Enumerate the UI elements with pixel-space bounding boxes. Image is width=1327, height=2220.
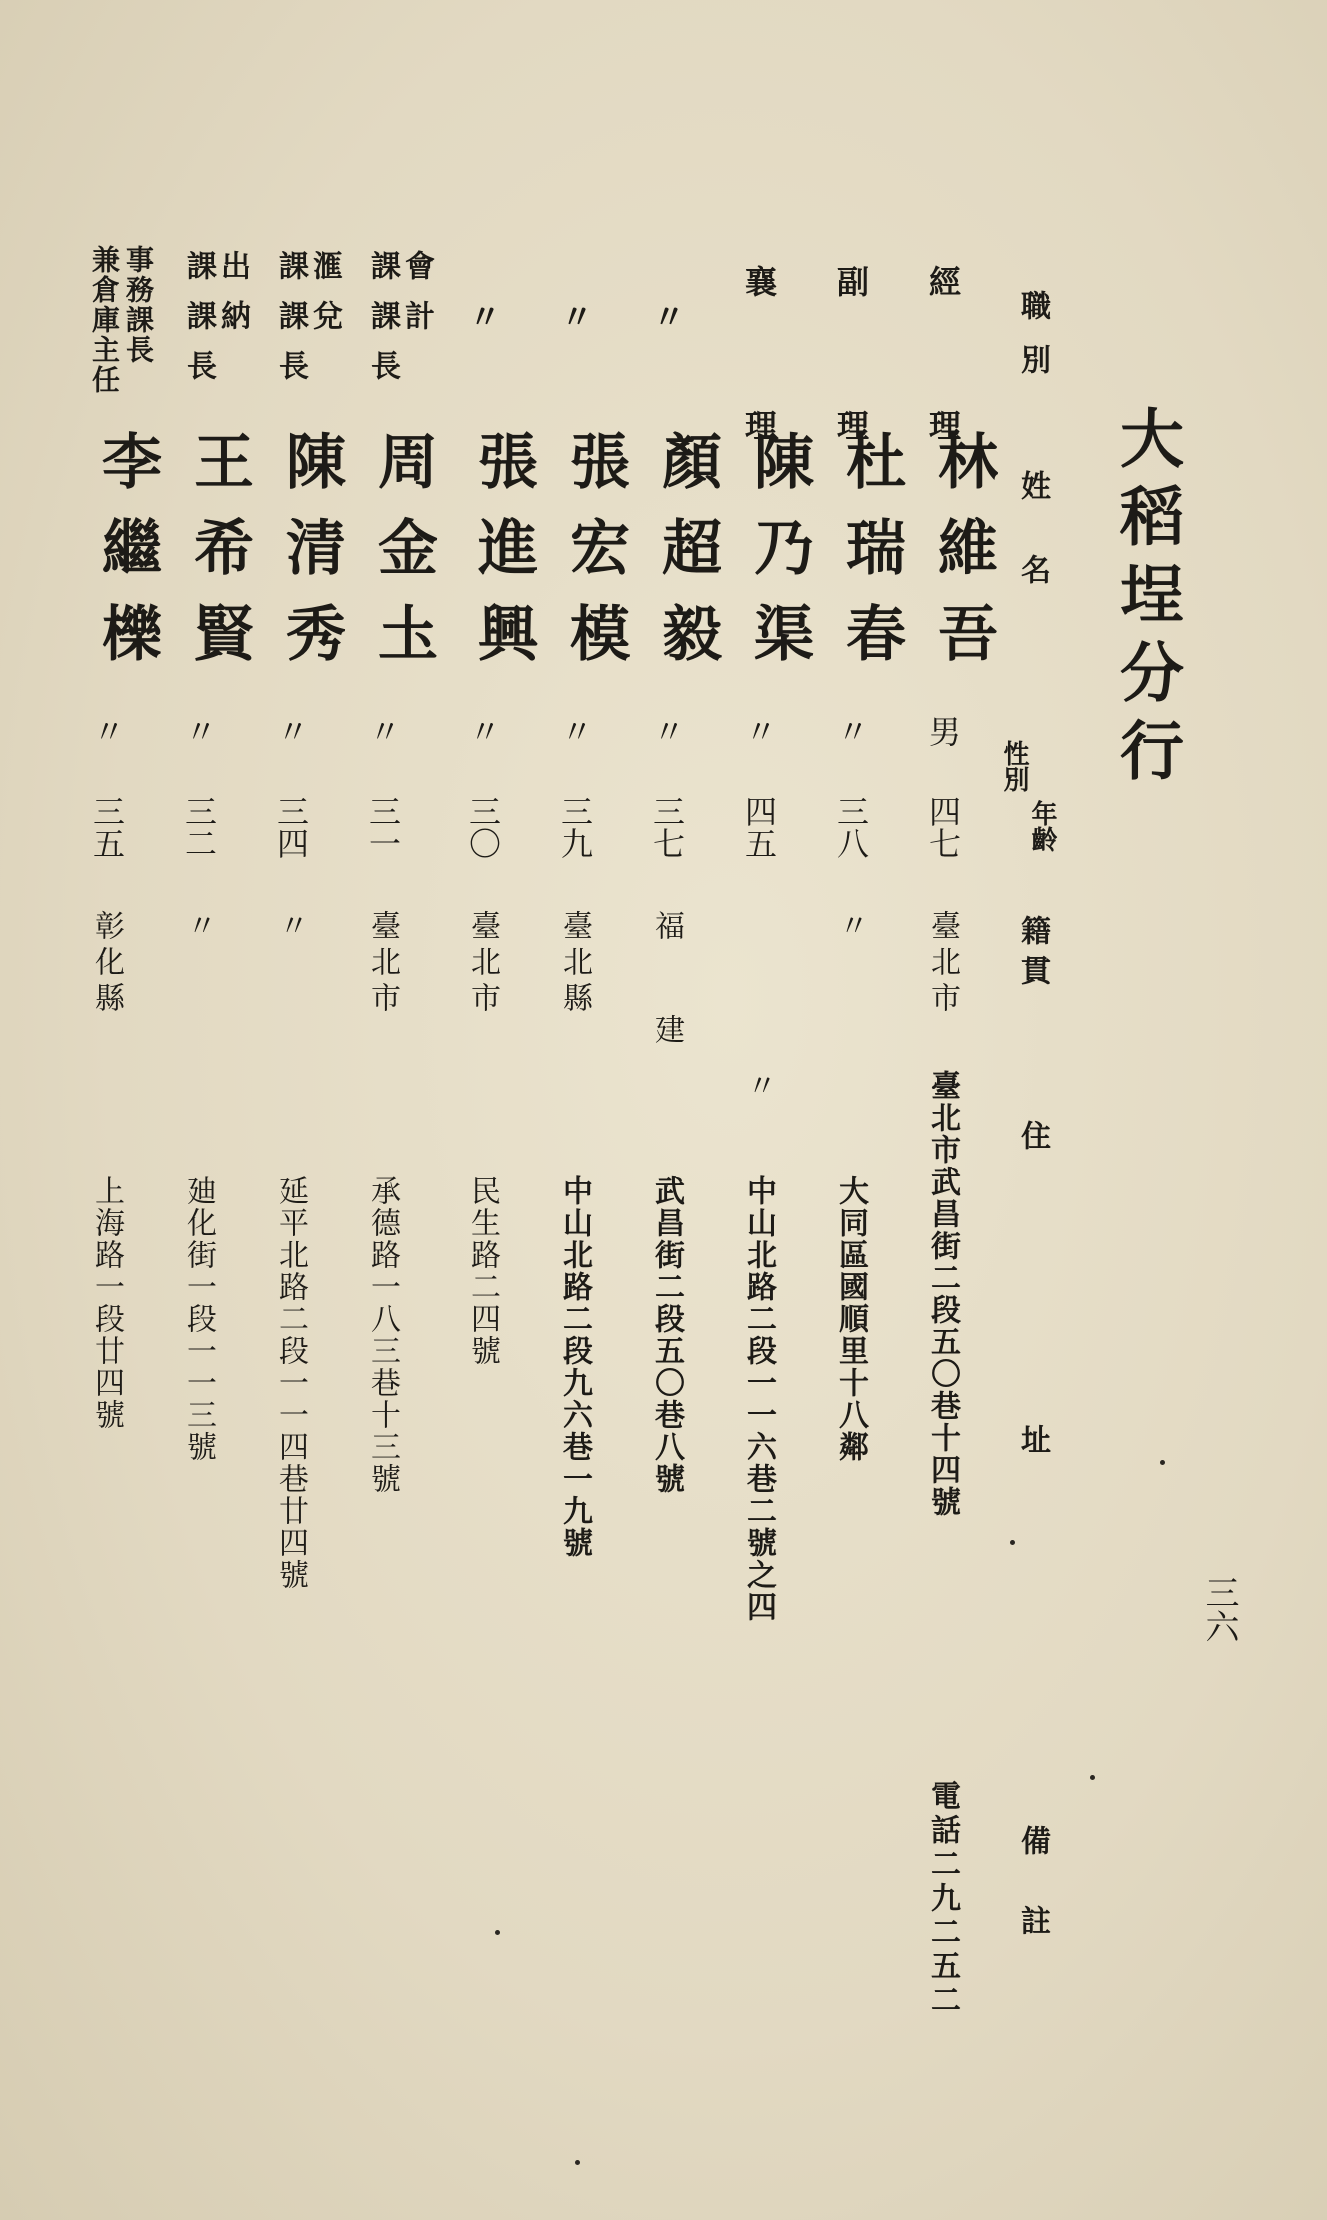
row-sex: 〃 [88,715,126,747]
table-row [84,0,176,2220]
row-origin: 福 建 [649,910,684,1066]
row-role: 襄 理 [740,265,778,481]
row-address: 延平北路二段一一四巷廿四號 [273,1175,308,1591]
row-name: 顏超毅 [652,430,722,688]
header-origin: 籍貫 [1015,915,1050,995]
row-sex: 〃 [556,715,594,747]
row-origin: 〃 [273,910,308,946]
row-role-cont: 課課長 [273,250,308,400]
row-sex: 〃 [648,715,686,747]
row-address: 民生路二四號 [465,1175,500,1367]
row-role: 經 理 [924,265,962,481]
header-name: 姓 名 [1015,470,1050,596]
row-name: 張進興 [468,430,538,688]
row-note: 電話二九二五二 [925,1780,960,2018]
row-role: 出納 [215,250,250,350]
table-row [644,0,736,2220]
speck [495,1930,500,1935]
row-origin: 臺北市 [925,910,960,1018]
speck [575,2160,580,2165]
row-origin: 〃 [181,910,216,946]
table-row [460,0,552,2220]
row-origin: 臺北縣 [557,910,592,1018]
row-age: 三二 [180,795,218,859]
speck [1090,1775,1095,1780]
row-age: 三四 [272,795,310,859]
row-role: 副 理 [832,265,870,481]
row-address: 中山北路二段一一六巷二號之四 [741,1175,776,1623]
speck [1010,1540,1015,1545]
row-role: 〃 [556,300,594,352]
row-name: 張宏模 [560,430,630,688]
row-role: 〃 [464,300,502,352]
table-row [828,0,920,2220]
row-age: 三一 [364,795,402,859]
row-name: 杜瑞春 [836,430,906,688]
speck [1160,1460,1165,1465]
row-age: 三九 [556,795,594,859]
table-row [920,0,1012,2220]
row-age: 三〇 [464,795,502,859]
row-name: 王希賢 [184,430,254,688]
row-name: 林維吾 [928,430,998,688]
row-sex: 〃 [464,715,502,747]
row-origin: 臺北市 [465,910,500,1018]
row-origin: 彰化縣 [89,910,124,1018]
row-role-cont: 課課長 [181,250,216,400]
row-role-cont: 課課長 [365,250,400,400]
row-role: 會計 [399,250,434,350]
table-row [736,0,828,2220]
header-sex: 性別 [999,740,1029,792]
row-sex: 〃 [364,715,402,747]
row-sex: 男 [924,715,962,747]
row-role: 滙兌 [307,250,342,350]
row-age: 四五 [740,795,778,859]
row-address: 承德路一八三巷十三號 [365,1175,400,1495]
row-sex: 〃 [272,715,310,747]
row-name: 李繼櫟 [92,430,162,688]
page-title: 大稻埕分行 [1109,405,1184,795]
row-age: 三七 [648,795,686,859]
table-row [176,0,268,2220]
header-age: 年齡 [1027,800,1057,852]
header-column [999,0,1102,2220]
row-origin: 〃 [741,1070,776,1106]
row-address: 大同區國順里十八鄰 [833,1175,868,1463]
row-age: 三五 [88,795,126,859]
row-origin: 〃 [833,910,868,946]
row-address: 臺北市武昌街二段五〇巷十四號 [925,1070,960,1518]
row-address: 廸化街一段一一三號 [181,1175,216,1463]
row-name: 周金圡 [368,430,438,688]
header-address: 住 址 [1015,1120,1050,1500]
row-address: 中山北路二段九六巷一九號 [557,1175,592,1559]
row-sex: 〃 [740,715,778,747]
table-row [268,0,360,2220]
row-address: 武昌街二段五〇巷八號 [649,1175,684,1495]
row-origin: 臺北市 [365,910,400,1018]
row-name: 陳乃渠 [744,430,814,688]
row-sex: 〃 [832,715,870,747]
header-note: 備註 [1015,1825,1050,1985]
row-age: 三八 [832,795,870,859]
table-row [360,0,452,2220]
table-row [552,0,644,2220]
row-sex: 〃 [180,715,218,747]
row-age: 四七 [924,795,962,859]
row-role: 〃 [648,300,686,352]
row-address: 上海路一段廿四號 [89,1175,124,1431]
page-number: 三六 [1199,1575,1239,1643]
row-role-cont: 兼倉庫主任 [88,245,121,395]
row-role: 事務課長 [122,245,155,365]
header-role: 職別 [1015,290,1050,398]
row-name: 陳清秀 [276,430,346,688]
